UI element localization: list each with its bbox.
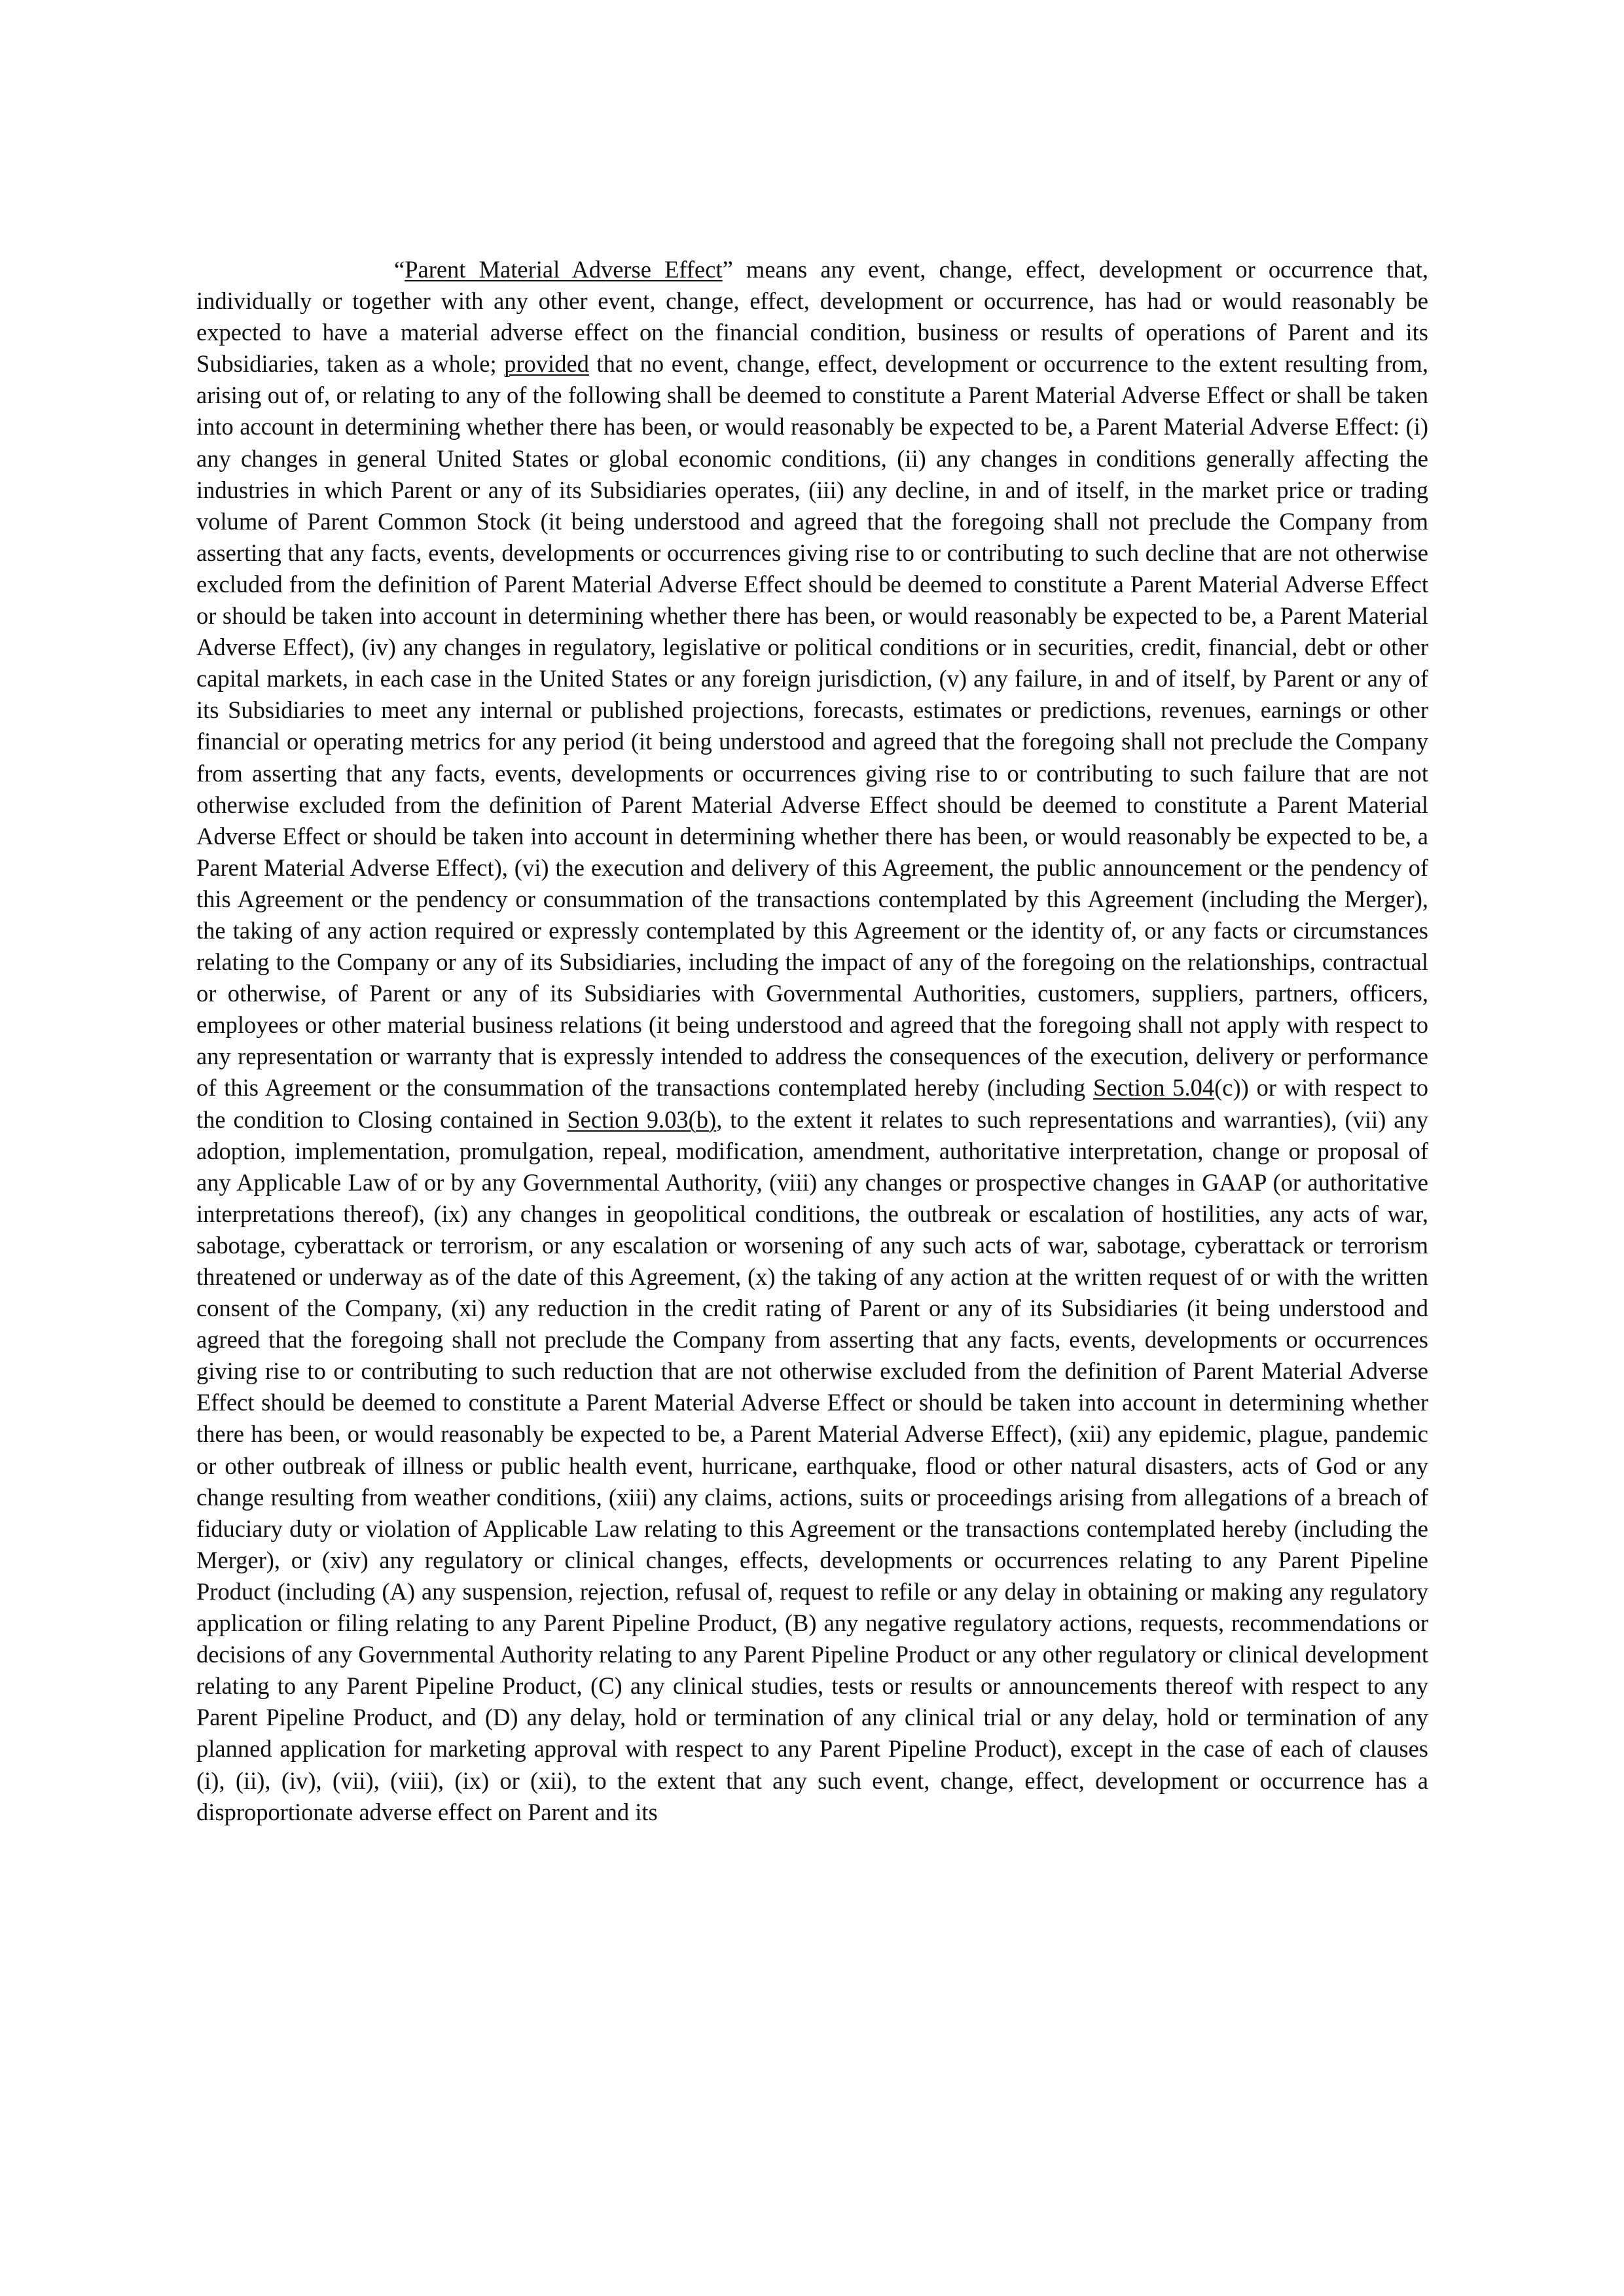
section-reference-9-03b: Section 9.03(b) xyxy=(567,1105,717,1133)
section-reference-5-04: Section 5.04 xyxy=(1092,1074,1215,1102)
defined-term: Parent Material Adverse Effect xyxy=(405,256,723,283)
provided-term: provided xyxy=(504,350,589,378)
paragraph-text-part-2: that no event, change, effect, development or occurrence to the extent resulting from, arising out of, or relating to any of the following shall be deemed to constitute a Parent Material Adverse Effect or shall be taken into account in determining whether there has been, or would reasonably be expected to be, a Parent Material Adverse Effect: (i) any changes in general United States or global economic conditions, (ii) any changes in conditions generally affecting the industries in which Parent or any of its Subsidiaries operates, (iii) any decline, in and of itself, in the market price or trading volume of Parent Common Stock (it being understood and agreed that the foregoing shall not preclude the Company from asserting that any facts, events, developments or occurrences giving rise to or contributing to such decline that are not otherwise excluded from the definition of Parent Material Adverse Effect should be deemed to constitute a Parent Material Adverse Effect or should be taken into account in determining whether there has been, or would reasonably be expected to be, a Parent Material Adverse Effect), (iv) any changes in regulatory, legislative or political conditions or in securities, credit, financial, debt or other capital markets, in each case in the United States or any foreign jurisdiction, (v) any failure, in and of itself, by Parent or any of its Subsidiaries to meet any internal or published projections, forecasts, estimates or predictions, revenues, earnings or other financial or operating metrics for any period (it being understood and agreed that the foregoing shall not preclude the Company from asserting that any facts, events, developments or occurrences giving rise to or contributing to such failure that are not otherwise excluded from the definition of Parent Material Adverse Effect should be deemed to constitute a Parent Material Adverse Effect or should be taken into account in determining whether there has been, or would reasonably be expected to be, a Parent Material Adverse Effect), (vi) the execution and delivery of this Agreement, the public announcement or the pendency of this Agreement or the pendency or consummation of the transactions contemplated by this Agreement (including the Merger), the taking of any action required or expressly contemplated by this Agreement or the identity of, or any facts or circumstances relating to the Company or any of its Subsidiaries, including the impact of any of the foregoing on the relationships, contractual or otherwise, of Parent or any of its Subsidiaries with Governmental Authorities, customers, suppliers, partners, officers, employees or other material business relations (it being understood and agreed that the foregoing shall not apply with respect to any representation or warranty that is expressly intended to address the consequences of the execution, delivery or performance of this Agreement or the consummation of the transactions contemplated hereby (including xyxy=(196,350,1428,1102)
paragraph-text-part-1: ” means any event, change, effect, development or occurrence that, individually or together with any other event, change, effect, development or occurrence, has had or would reasonably be expected to have a material adverse effect on the financial condition, business or results of operations of Parent and its Subsidiaries, taken as a whole; xyxy=(196,256,1428,378)
definition-paragraph xyxy=(196,254,1428,1828)
open-quote: “ xyxy=(394,256,405,283)
paragraph-text-part-4: , to the extent it relates to such representations and warranties), (vii) any adoption, implementation, promulgation, repeal, modification, amendment, authoritative interpretation, change or proposal of any Applicable Law of or by any Governmental Authority, (viii) any changes or prospective changes in GAAP (or authoritative interpretations thereof), (ix) any changes in geopolitical conditions, the outbreak or escalation of hostilities, any acts of war, sabotage, cyberattack or terrorism, or any escalation or worsening of any such acts of war, sabotage, cyberattack or terrorism threatened or underway as of the date of this Agreement, (x) the taking of any action at the written request of or with the written consent of the Company, (xi) any reduction in the credit rating of Parent or any of its Subsidiaries (it being understood and agreed that the foregoing shall not preclude the Company from asserting that any facts, events, developments or occurrences giving rise to or contributing to such reduction that are not otherwise excluded from the definition of Parent Material Adverse Effect should be deemed to constitute a Parent Material Adverse Effect or should be taken into account in determining whether there has been, or would reasonably be expected to be, a Parent Material Adverse Effect), (xii) any epidemic, plague, pandemic or other outbreak of illness or public health event, hurricane, earthquake, flood or other natural disasters, acts of God or any change resulting from weather conditions, (xiii) any claims, actions, suits or proceedings arising from allegations of a breach of fiduciary duty or violation of Applicable Law relating to this Agreement or the transactions contemplated hereby (including the Merger), or (xiv) any regulatory or clinical changes, effects, developments or occurrences relating to any Parent Pipeline Product (including (A) any suspension, rejection, refusal of, request to refile or any delay in obtaining or making any regulatory application or filing relating to any Parent Pipeline Product, (B) any negative regulatory actions, requests, recommendations or decisions of any Governmental Authority relating to any Parent Pipeline Product or any other regulatory or clinical development relating to any Parent Pipeline Product, (C) any clinical studies, tests or results or announcements thereof with respect to any Parent Pipeline Product, and (D) any delay, hold or termination of any clinical trial or any delay, hold or termination of any planned application for marketing approval with respect to any Parent Pipeline Product), except in the case of each of clauses (i), (ii), (iv), (vii), (viii), (ix) or (xii), to the extent that any such event, change, effect, development or occurrence has a disproportionate adverse effect on Parent and its xyxy=(196,1105,1428,1825)
paragraph-text-part-3: (c)) or with respect to the condition to Closing contained in xyxy=(196,1074,1428,1133)
